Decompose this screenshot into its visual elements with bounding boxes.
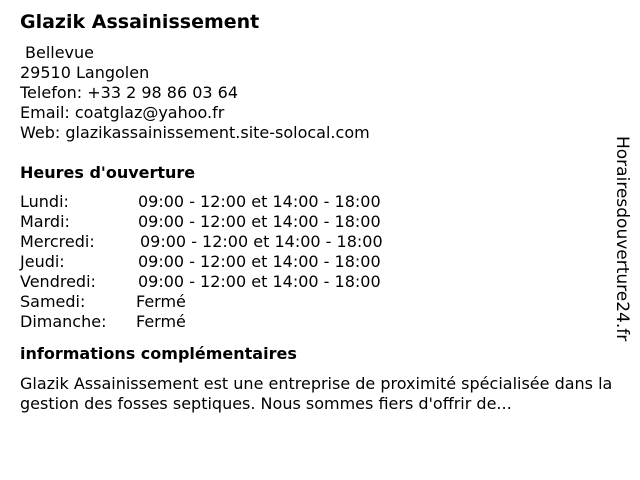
day-label: Jeudi: bbox=[20, 252, 65, 271]
day-label: Vendredi: bbox=[20, 272, 96, 291]
site-watermark: Horairesdouverture24.fr bbox=[612, 136, 632, 342]
time-range: 09:00 - 12:00 et 14:00 - 18:00 bbox=[138, 212, 381, 231]
time-closed: Fermé bbox=[136, 292, 186, 311]
hours-row-friday bbox=[20, 272, 605, 292]
address-city: 29510 Langolen bbox=[20, 63, 150, 82]
business-name: Glazik Assainissement bbox=[20, 11, 260, 33]
address-street: Bellevue bbox=[25, 43, 95, 62]
hours-row-wednesday bbox=[20, 232, 605, 252]
opening-hours-heading: Heures d'ouverture bbox=[20, 163, 196, 182]
additional-info-heading: informations complémentaires bbox=[20, 344, 297, 363]
phone-line: Telefon: +33 2 98 86 03 64 bbox=[20, 83, 239, 102]
time-range: 09:00 - 12:00 et 14:00 - 18:00 bbox=[138, 272, 381, 291]
email-line: Email: coatglaz@yahoo.fr bbox=[20, 103, 225, 122]
day-label: Samedi: bbox=[20, 292, 86, 311]
hours-row-tuesday bbox=[20, 212, 605, 232]
day-label: Dimanche: bbox=[20, 312, 107, 331]
time-range: 09:00 - 12:00 et 14:00 - 18:00 bbox=[138, 252, 381, 271]
hours-row-saturday bbox=[20, 292, 605, 312]
time-closed: Fermé bbox=[136, 312, 186, 331]
day-label: Mardi: bbox=[20, 212, 70, 231]
day-label: Mercredi: bbox=[20, 232, 95, 251]
hours-row-sunday bbox=[20, 312, 605, 332]
hours-row-thursday bbox=[20, 252, 605, 272]
time-range: 09:00 - 12:00 et 14:00 - 18:00 bbox=[138, 192, 381, 211]
hours-row-monday bbox=[20, 192, 605, 212]
day-label: Lundi: bbox=[20, 192, 69, 211]
time-range: 09:00 - 12:00 et 14:00 - 18:00 bbox=[140, 232, 383, 251]
business-card bbox=[20, 9, 613, 414]
website-line: Web: glazikassainissement.site-solocal.com bbox=[20, 123, 370, 142]
business-description: Glazik Assainissement est une entreprise de proximité spécialisée dans la gestion des fosses septiques. Nous sommes fiers d'offrir de... bbox=[20, 374, 613, 413]
